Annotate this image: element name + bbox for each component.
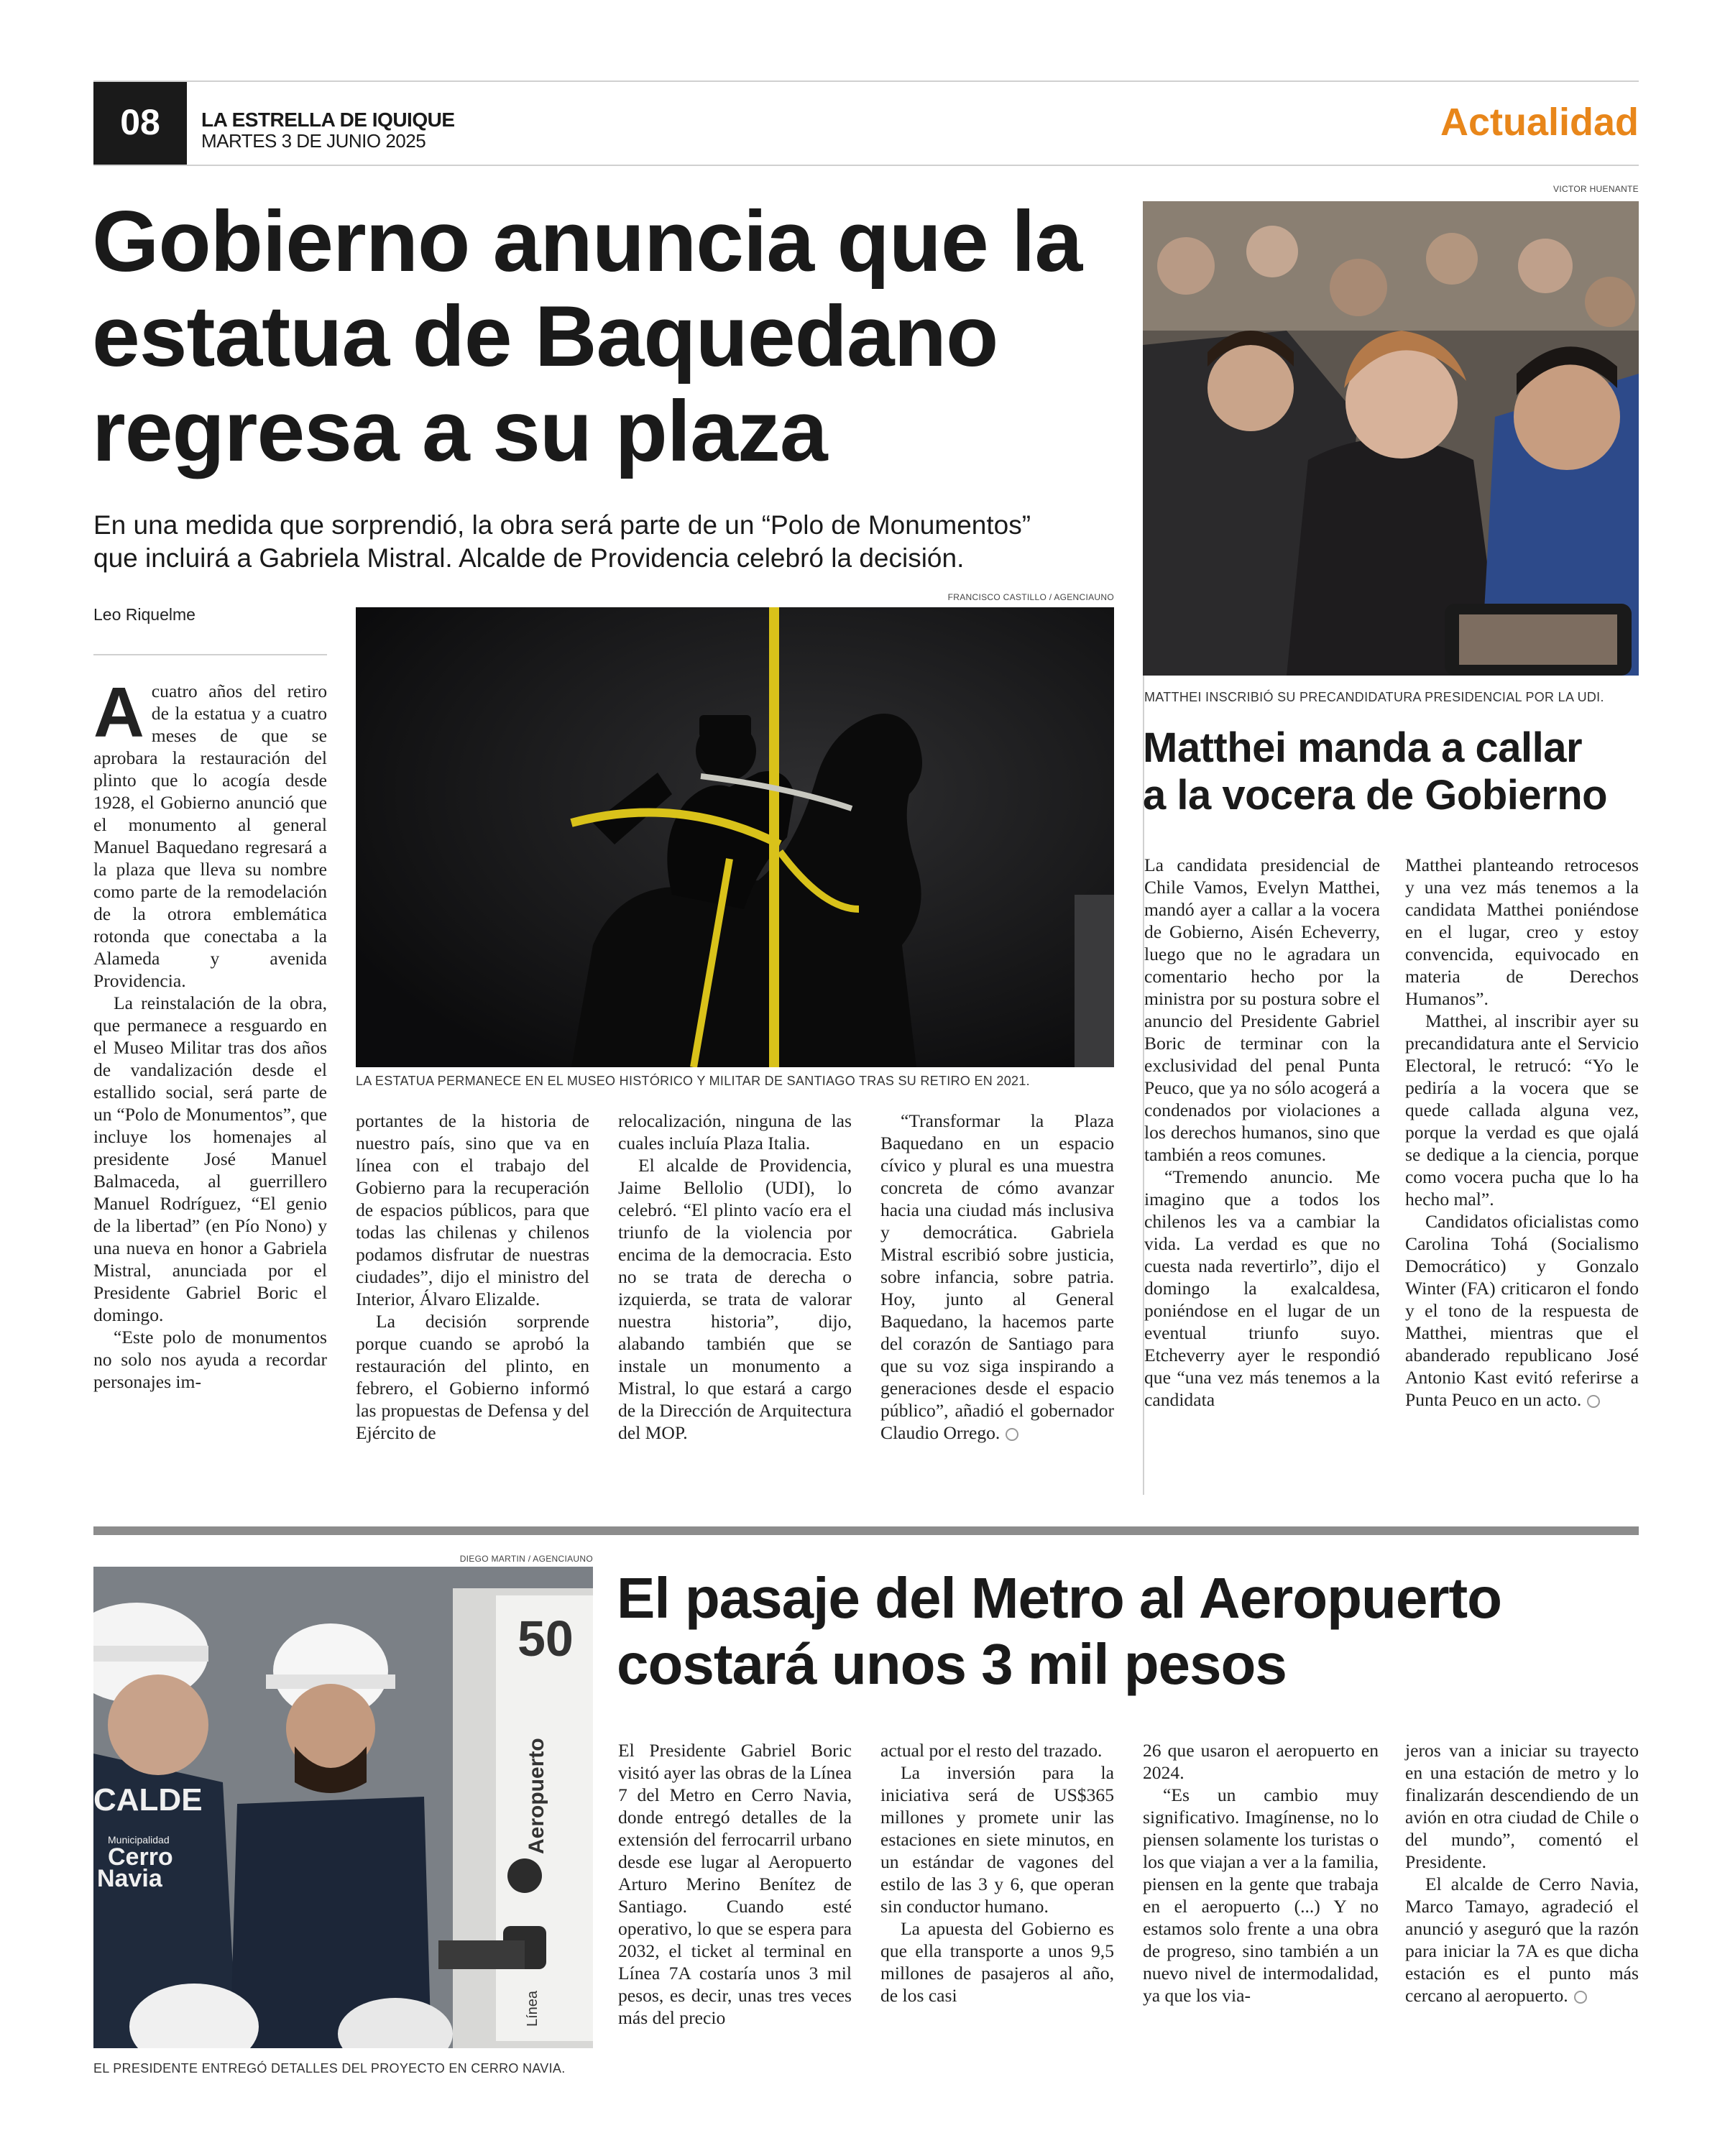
bottom-article-column-4	[1405, 1739, 1639, 2007]
byline-rule	[93, 654, 327, 655]
main-col1-para: “Este polo de monumentos no solo nos ayuda a recordar personajes im-	[93, 1327, 327, 1392]
side-col1-para: La candidata presidencial de Chile Vamos, Evelyn Matthei, mandó ayer a callar a la vocera de Gobierno, Aisén Echeverry, luego que no le agradara un comentario hecho por la ministra por su postura sobre el anuncio del Presidente Gabriel Boric de terminar con la exclusividad del penal Punta Peuco, que ya no sólo acogerá a condenados por violaciones a los derechos humanos, sino que también a reos comunes.	[1144, 854, 1380, 1165]
dropcap: A	[93, 673, 144, 752]
main-col3-para: relocalización, ninguna de las cuales incluía Plaza Italia.	[618, 1110, 852, 1153]
byline: Leo Riquelme	[93, 605, 196, 624]
statue-photo-illustration	[356, 607, 1114, 1067]
bottom-col2-para: La apuesta del Gobierno es que ella transporte a unos 9,5 millones de pasajeros al año, de los casi	[880, 1918, 1114, 2006]
main-deck	[93, 509, 1031, 575]
main-headline	[92, 194, 1082, 479]
side-col2-para: Matthei planteando retrocesos y una vez más tenemos a la candidata Matthei poniéndose en el lugar, creo y estoy convencida, equivocado en materia de Derechos Humanos”.	[1405, 854, 1639, 1009]
main-col3-para: El alcalde de Providencia, Jaime Bellolio (UDI), lo celebró. “El plinto vacío era el triunfo de la violencia por encima de la democracia. Esto no se trata de derecha o izquierda, se trata de valorar nuestra historia”, dijo, alabando también que se instale un monumento a Mistral, lo que estará a cargo de la Dirección de Arquitectura del MOP.	[618, 1155, 852, 1443]
side-col2-para: Matthei, al inscribir ayer su precandidatura ante el Servicio Electoral, le retrucó: “Yo le pediría a la vocera que se quede callada alguna vez, porque la verdad es que ojalá se dedique a la ciencia, porque como vocera pucha que lo ha hecho mal”.	[1405, 1010, 1639, 1210]
bottom-headline-line: costará unos 3 mil pesos	[617, 1632, 1287, 1696]
side-headline-line: a la vocera de Gobierno	[1143, 772, 1608, 819]
bottom-col3-para: 26 que usaron el aeropuerto en 2024.	[1143, 1740, 1379, 1783]
bottom-photo-credit: DIEGO MARTIN / AGENCIAUNO	[459, 1554, 593, 1564]
main-col2-para: portantes de la historia de nuestro país, sino que va en línea con el trabajo del Gobierno para la recuperación de espacios públicos, para que todas las chilenas y chilenos podamos disfrutar de nuestras ciudades”, dijo el ministro del Interior, Álvaro Elizalde.	[356, 1110, 589, 1309]
main-article-column-3	[618, 1110, 852, 1444]
bottom-col3-para: “Es un cambio muy significativo. Imagínense, no lo piensen solamente los turistas o los que viajan a ver a la familia, piensen en la gente que trabaja en el aeropuerto (...) Y no estamos solo frente a una obra de progreso, sino también a un nuevo nivel de intermodalidad, ya que los via-	[1143, 1784, 1379, 2006]
main-headline-line: estatua de Baquedano	[92, 288, 998, 384]
main-col4-para: “Transformar la Plaza Baquedano en un espacio cívico y plural es una muestra concreta de cómo avanzar hacia una ciudad más inclusiva y democrática. Gabriela Mistral escribió sobre justicia, sobre infancia, sobre patria. Hoy, junto al General Baquedano, la hacemos parte del corazón de Santiago para que su voz siga inspirando a generaciones desde el espacio público”, añadió el gobernador Claudio Orrego.	[880, 1110, 1114, 1443]
matthei-photo	[1143, 201, 1639, 676]
station-sign-name: Aeropuerto	[525, 1738, 548, 1854]
bottom-photo-caption: EL PRESIDENTE ENTREGÓ DETALLES DEL PROYECTO EN CERRO NAVIA.	[93, 2061, 566, 2076]
main-photo-caption: LA ESTATUA PERMANECE EN EL MUSEO HISTÓRICO Y MILITAR DE SANTIAGO TRAS SU RETIRO EN 2021.	[356, 1074, 1030, 1088]
section-title: Actualidad	[1440, 101, 1639, 144]
station-sign-number: 50	[518, 1611, 574, 1667]
statue-photo	[356, 607, 1114, 1067]
section-divider	[93, 1526, 1639, 1535]
bottom-article-column-2	[880, 1739, 1114, 2007]
side-article-column-2	[1405, 854, 1639, 1411]
side-col1-para: “Tremendo anuncio. Me imagino que a todos los chilenos les va a cambiar la vida. La verdad es que no cuesta nada revertirlo”, dijo el domingo la exalcaldesa, poniéndose en el lugar de un eventual triunfo suyo. Etcheverry ayer le respondió que “una vez más tenemos a la candidata	[1144, 1166, 1380, 1410]
side-col2-para: Candidatos oficialistas como Carolina Tohá (Socialismo Democrático) y Gonzalo Winter (FA) criticaron el fondo y el tono de la respuesta de Matthei, mientras que el abanderado republicano José Antonio Kast evitó referirse a Punta Peuco en un acto.	[1405, 1211, 1639, 1410]
side-headline	[1143, 724, 1607, 819]
bottom-col4-para: El alcalde de Cerro Navia, Marco Tamayo, agradeció el anunció y aseguró que la razón para iniciar la 7A es que dicha estación es el punto más cercano al aeropuerto.	[1405, 1874, 1639, 2006]
side-photo-credit: VICTOR HUENANTE	[1553, 184, 1639, 194]
bottom-article-column-1	[618, 1739, 852, 2029]
main-col1-para: Acuatro años del retiro de la estatua y a cuatro meses de que se aprobara la restauración del plinto que lo acogía desde 1928, el Gobierno anunció que el monumento al general Manuel Baquedano regresará a la plaza que lleva su nombre como parte de la remodelación de la otrora emblemática rotonda que conectaba a la Alameda y avenida Providencia.	[93, 673, 327, 991]
jacket-text: CALDE	[93, 1782, 203, 1818]
main-deck-line: que incluirá a Gabriela Mistral. Alcalde de Providencia celebró la decisión.	[93, 543, 965, 573]
main-deck-line: En una medida que sorprendió, la obra será parte de un “Polo de Monumentos”	[93, 510, 1031, 540]
bottom-article-column-3	[1143, 1739, 1379, 2007]
header-bottom-rule	[93, 165, 1639, 166]
main-col1-para: La reinstalación de la obra, que permanece a resguardo en el Museo Militar tras dos años de vandalización desde el estallido social, será parte de un “Polo de Monumentos”, que incluye los homenajes al presidente José Manuel Balmaceda, al guerrillero Manuel Rodríguez, “El genio de la libertad” (en Pío Nono) y una nueva en honor a Gabriela Mistral, anunciada por el Presidente Gabriel Boric el domingo.	[93, 992, 327, 1325]
side-article-column-1	[1144, 854, 1380, 1411]
top-rule	[93, 80, 1639, 82]
jacket-brand-top: Municipalidad	[108, 1834, 170, 1846]
bottom-headline-line: El pasaje del Metro al Aeropuerto	[617, 1566, 1502, 1630]
main-article-column-2	[356, 1110, 589, 1444]
metro-photo	[93, 1567, 593, 2048]
bottom-col2-para: actual por el resto del trazado.	[880, 1740, 1103, 1761]
jacket-brand: Cerro	[108, 1843, 173, 1871]
end-mark-icon	[1574, 1991, 1587, 2004]
side-headline-line: Matthei manda a callar	[1143, 724, 1583, 771]
bottom-col1-para: El Presidente Gabriel Boric visitó ayer las obras de la Línea 7 del Metro en Cerro Navia, donde entregó detalles de la extensión del ferrocarril urbano desde ese lugar al Aeropuerto Arturo Merino Benítez de Santiago. Cuando esté operativo, lo que se espera para 2032, el ticket al terminal en Línea 7A costaría unos 3 mil pesos, es decir, unas tres veces más del precio	[618, 1740, 852, 2028]
end-mark-icon	[1587, 1395, 1600, 1408]
side-photo-caption: MATTHEI INSCRIBIÓ SU PRECANDIDATURA PRESIDENCIAL POR LA UDI.	[1144, 690, 1604, 704]
main-photo-credit: FRANCISCO CASTILLO / AGENCIAUNO	[947, 592, 1114, 602]
bottom-col4-para: jeros van a iniciar su trayecto en una estación de metro y lo finalizarán descendiendo de un avión en otra ciudad de Chile o del mundo”, comentó el Presidente.	[1405, 1740, 1639, 1872]
main-col2-para: La decisión sorprende porque cuando se aprobó la restauración del plinto, en febrero, el Gobierno informó las propuestas de Defensa y del Ejército de	[356, 1311, 589, 1443]
main-headline-line: Gobierno anuncia que la	[92, 193, 1082, 290]
station-sign-line: Línea	[525, 1990, 540, 2027]
jacket-brand-2: Navia	[97, 1865, 162, 1892]
main-headline-line: regresa a su plaza	[92, 383, 827, 479]
main-article-column-1	[93, 673, 327, 1393]
bottom-headline	[617, 1565, 1501, 1697]
bottom-col2-para: La inversión para la iniciativa será de US$365 millones y promete unir las estaciones en siete minutos, en un estándar de vagones del estilo de las 3 y 6, que operan sin conductor humano.	[880, 1762, 1114, 1917]
matthei-photo-illustration	[1143, 201, 1639, 676]
issue-date: MARTES 3 DE JUNIO 2025	[201, 130, 426, 152]
main-article-column-4	[880, 1110, 1114, 1444]
newspaper-name: LA ESTRELLA DE IQUIQUE	[201, 109, 455, 131]
end-mark-icon	[1006, 1428, 1018, 1441]
page-number: 08	[120, 102, 160, 142]
